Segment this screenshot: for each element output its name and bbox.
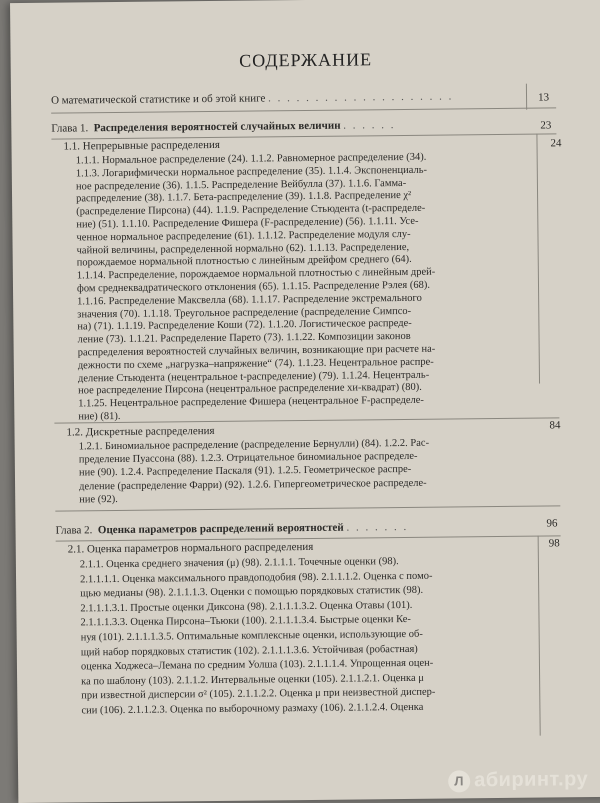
toc-chapter-1 (51, 117, 551, 134)
chapter-title: Оценка параметров распределений вероятностей (97, 521, 344, 537)
toc-text-line: распределение (38). 1.1.7. Бета-распределение (39). 1.1.8. Распределение χ² (76, 190, 412, 205)
toc-text-line: дежности по схеме „нагрузка–напряжение“ (74). 1.1.23. Нецентральное распре- (77, 356, 434, 372)
leader-dots: . . . . . . (343, 119, 396, 132)
toc-entry-intro (51, 89, 551, 106)
toc-text-line: чайной величины, распределенной нормально (62). 1.1.13. Распределение, (76, 241, 410, 256)
labirint-logo-icon: Л (448, 770, 470, 792)
toc-text-line: фом среднеквадратического отклонения (65). 1.1.15. Распределение Рэлея (68). (76, 279, 430, 295)
toc-text-line: распределения вероятностей случайных величин, возникающие при расчете на- (77, 343, 436, 359)
page-number-s11: 24 (550, 137, 562, 150)
toc-text-line: 1.2.1. Биномиальное распределение (распределение Бернулли) (84). 1.2.2. Рас- (78, 437, 430, 453)
toc-text-line: 2.1.1. Оценка среднего значения (μ) (98). 2.1.1.1. Точечные оценки (98). (79, 556, 399, 571)
toc-text-line: щий набор порядковых статистик (102). 2.1.1.1.3.6. Устойчивая (робастная) (80, 643, 418, 658)
toc-text-line: 2.1.1.1.1. Оценка максимального правдоподобия (98). 2.1.1.1.2. Оценка с помо- (79, 570, 433, 585)
toc-text-line: щью медианы (98). 2.1.1.1.3. Оценки с помощью порядковых статистик (98). (80, 584, 424, 600)
toc-text-line: ка по шаблону (103). 2.1.1.2. Интервальные оценки (105). 2.1.1.2.1. Оценка μ (81, 672, 424, 688)
leader-dots: . . . . . . . . . . . . . . . . . . . . (268, 90, 454, 105)
toc-text-line: деление Стьюдента (нецентральное t-распределение) (79). 1.1.24. Нецентраль- (77, 369, 430, 384)
toc-text-line: деление (распределение Фарри) (92). 1.2.6. Гипергеометрическое распределе- (79, 477, 427, 492)
chapter-label: Глава 2. (55, 524, 93, 537)
toc-text-line: 1.1.25. Нецентральное распределение Фишера (нецентральное F-распределе- (78, 394, 424, 410)
chapter-label: Глава 1. (51, 122, 89, 135)
toc-section-1-2: 1.2. Дискретные распределения (66, 424, 215, 439)
toc-text-line: пределение Пуассона (88). 1.2.3. Отрицательное биномиальное распределе- (78, 451, 418, 466)
divider (51, 133, 556, 139)
toc-text-line: ление (73). 1.1.21. Распределение Парето (73). 1.1.22. Композиции законов (77, 331, 411, 346)
toc-chapter-2 (55, 517, 558, 537)
toc-text-line: 2.1.1.1.3.1. Простые оценки Диксона (98). 2.1.1.1.3.2. Оценка Отавы (101). (80, 599, 413, 615)
chapter-title: Распределения вероятностей случайных величин (93, 119, 341, 135)
toc-text-line: ное распределение Пирсона (нецентральное распределение хи-квадрат) (80). (78, 382, 422, 397)
watermark-text: абиринт.ру (474, 768, 589, 792)
watermark (448, 768, 588, 792)
toc-section-2-1: 2.1. Оценка параметров нормального распределения (67, 540, 314, 556)
book-page (10, 0, 600, 803)
toc-text-line: значения (70). 1.1.18. Треугольное распределение (распределение Симпсо- (77, 305, 412, 320)
toc-text-line: 1.1.3. Логарифмически нормальное распределение (35). 1.1.4. Экспоненциаль- (75, 164, 428, 180)
toc-entry-text: О математической статистике и об этой книге (50, 92, 266, 107)
column-rule (526, 84, 527, 110)
toc-text-line: оценка Ходжеса–Лемана по средним Уолша (103). 2.1.1.1.4. Упрощенная оцен- (80, 657, 434, 673)
toc-text-line: ное распределение (36). 1.1.5. Распределение Вейбулла (37). 1.1.6. Гамма- (75, 177, 407, 193)
toc-text-line: ние (92). (79, 493, 118, 506)
toc-text-line: порождаемое нормальной плотностью с линейным дрейфом среднего (64). (76, 254, 412, 269)
page-title: СОДЕРЖАНИЕ (239, 49, 373, 71)
page-number-s21: 98 (548, 537, 560, 550)
toc-text-line: ние) (51). 1.1.10. Распределение Фишера (F-распределение) (56). 1.1.11. Усе- (76, 215, 419, 231)
toc-text-line: сии (106). 2.1.1.2.3. Оценка по выборочному размаху (106). 2.1.1.2.4. Оценка (81, 701, 424, 717)
toc-text-line: 2.1.1.1.3.3. Оценка Пирсона–Тьюки (100). 2.1.1.1.3.4. Быстрые оценки Ке- (80, 614, 411, 629)
toc-text-line: при известной дисперсии σ² (105). 2.1.1.2.2. Оценка μ при неизвестной диспер- (81, 687, 436, 702)
toc-text-line: нуя (101). 2.1.1.1.3.5. Оптимальные комплексные оценки, использующие об- (80, 628, 423, 644)
page-number-intro: 13 (537, 91, 550, 104)
page-number-ch2: 96 (546, 517, 558, 530)
toc-text-line: (распределение Пирсона) (44). 1.1.9. Распределение Стьюдента (t-распределе- (76, 202, 426, 218)
toc-text-line: ченное нормальное распределение (61). 1.1.12. Распределение модуля слу- (76, 228, 411, 244)
toc-text-line: на) (71). 1.1.19. Распределение Коши (72). 1.1.20. Логистическое распреде- (77, 318, 412, 333)
toc-text-line: 1.1.14. Распределение, порождаемое нормальной плотностью с линейным дрей- (76, 266, 436, 282)
divider (55, 505, 560, 511)
toc-text-line: ние) (81). (78, 410, 121, 423)
toc-text-line: 1.1.1. Нормальное распределение (24). 1.1.2. Равномерное распределение (34). (75, 151, 427, 167)
leader-dots: . . . . . . . (346, 520, 409, 534)
toc-text-line: 1.1.16. Распределение Максвелла (68). 1.1.17. Распределение экстремального (77, 292, 422, 308)
divider (51, 107, 556, 113)
toc-section-1-1: 1.1. Непрерывные распределения (63, 138, 220, 153)
toc-text-line: ние (90). 1.2.4. Распределение Паскаля (91). 1.2.5. Геометрическое распре- (78, 464, 412, 479)
page-number-ch1: 23 (540, 119, 552, 132)
page-number-s12: 84 (549, 419, 561, 432)
